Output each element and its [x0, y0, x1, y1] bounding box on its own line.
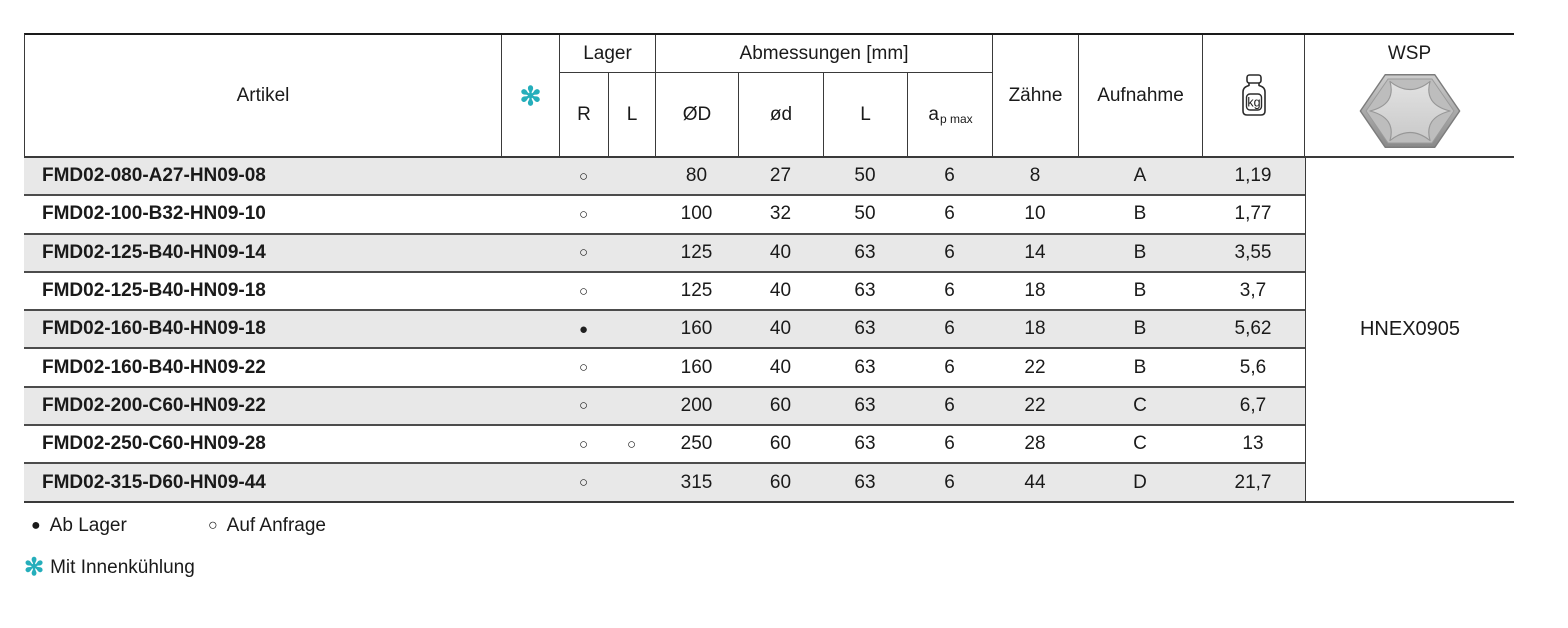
cell-ap: 6	[944, 394, 955, 416]
cell-zaehne: 10	[1024, 203, 1046, 225]
product-table	[24, 33, 1514, 503]
cell-zaehne: 44	[1024, 471, 1046, 493]
stock-l-indicator: ○	[626, 435, 637, 453]
cell-id: 40	[769, 280, 792, 302]
legend-ab-lager-label: Ab Lager	[49, 515, 127, 536]
header-ap-max	[908, 73, 993, 156]
cell-kg: 1,19	[1234, 165, 1272, 187]
stock-r-indicator: ○	[578, 282, 589, 300]
coolant-legend	[24, 556, 195, 580]
kg-weight-icon	[1203, 35, 1305, 156]
cell-length: 63	[854, 356, 876, 378]
cell-artikel: FMD02-200-C60-HN09-22	[42, 394, 266, 416]
cell-length: 50	[854, 203, 876, 225]
cell-kg: 13	[1242, 433, 1264, 455]
stock-r-indicator: ○	[578, 359, 589, 377]
cell-id: 40	[769, 356, 792, 378]
cell-zaehne: 22	[1024, 356, 1046, 378]
cell-ap: 6	[944, 203, 955, 225]
stock-r-indicator: ○	[578, 397, 589, 415]
cell-od: 125	[680, 280, 713, 302]
header-aufnahme: Aufnahme	[1079, 35, 1203, 156]
table-row	[24, 235, 1305, 273]
stock-r-indicator: ○	[578, 205, 589, 223]
coolant-asterisk-icon	[502, 35, 560, 156]
cell-aufnahme: C	[1133, 433, 1147, 455]
cell-aufnahme: D	[1133, 471, 1147, 493]
cell-aufnahme: A	[1133, 165, 1147, 187]
cell-zaehne: 14	[1024, 241, 1046, 263]
stock-r-indicator: ○	[578, 474, 589, 492]
header-lager-r: R	[560, 73, 609, 156]
cell-artikel: FMD02-160-B40-HN09-18	[42, 318, 266, 340]
cell-ap: 6	[944, 356, 955, 378]
cell-kg: 6,7	[1239, 394, 1267, 416]
cell-length: 63	[854, 471, 876, 493]
cell-zaehne: 8	[1029, 165, 1041, 187]
cell-aufnahme: B	[1133, 356, 1147, 378]
cell-artikel: FMD02-080-A27-HN09-08	[42, 165, 266, 187]
cell-ap: 6	[944, 433, 955, 455]
cell-od: 250	[680, 433, 713, 455]
cell-length: 63	[854, 433, 876, 455]
table-row	[24, 273, 1305, 311]
table-row	[24, 196, 1305, 234]
cell-ap: 6	[944, 280, 955, 302]
table-row	[24, 158, 1305, 196]
open-circle-icon: ○	[208, 517, 218, 534]
table-body	[24, 158, 1514, 503]
cell-artikel: FMD02-160-B40-HN09-22	[42, 356, 266, 378]
cell-id: 40	[769, 318, 792, 340]
cell-id: 60	[769, 433, 792, 455]
table-header	[24, 33, 1514, 158]
header-dia-inner: ød	[739, 73, 824, 156]
legend-ab-lager	[31, 515, 127, 537]
stock-r-indicator: ○	[578, 244, 589, 262]
legend-auf-anfrage	[208, 515, 326, 537]
wsp-insert-code: HNEX0905	[1359, 317, 1461, 340]
table-row	[24, 388, 1305, 426]
ap-subscript: p max	[939, 111, 973, 126]
cell-length: 63	[854, 318, 876, 340]
stock-r-indicator: ○	[578, 167, 589, 185]
cell-length: 63	[854, 280, 876, 302]
header-abmessungen-group: Abmessungen [mm]	[656, 35, 993, 73]
legend-auf-anfrage-label: Auf Anfrage	[226, 515, 326, 536]
header-lager-group: Lager	[560, 35, 656, 73]
cell-ap: 6	[944, 471, 955, 493]
cell-id: 60	[769, 471, 792, 493]
cell-zaehne: 18	[1024, 318, 1046, 340]
header-wsp	[1305, 35, 1514, 156]
cell-aufnahme: B	[1133, 203, 1147, 225]
cell-zaehne: 22	[1024, 394, 1046, 416]
cell-zaehne: 28	[1024, 433, 1046, 455]
header-lager-l: L	[609, 73, 656, 156]
cell-ap: 6	[944, 241, 955, 263]
cell-aufnahme: B	[1133, 318, 1147, 340]
cell-od: 200	[680, 394, 713, 416]
cell-od: 160	[680, 356, 713, 378]
cell-kg: 5,6	[1239, 356, 1267, 378]
cell-length: 63	[854, 241, 876, 263]
stock-r-indicator: ●	[578, 320, 589, 338]
cell-length: 63	[854, 394, 876, 416]
cell-id: 27	[769, 165, 792, 187]
table-rows	[24, 158, 1305, 501]
cell-id: 40	[769, 241, 792, 263]
cell-length: 50	[854, 165, 876, 187]
cell-artikel: FMD02-125-B40-HN09-14	[42, 241, 266, 263]
kg-icon-label: kg	[1246, 95, 1261, 109]
legend-coolant-label: Mit Innenkühlung	[50, 557, 195, 578]
filled-circle-icon: ●	[31, 517, 41, 534]
cell-id: 32	[769, 203, 792, 225]
cell-od: 80	[685, 165, 708, 187]
insert-hexagon-icon	[1358, 69, 1462, 153]
ap-base: a	[928, 103, 939, 125]
header-zaehne: Zähne	[993, 35, 1079, 156]
kg-weight-icon-svg	[1236, 72, 1272, 120]
cell-kg: 3,55	[1234, 241, 1272, 263]
coolant-asterisk-glyph: ✻	[519, 80, 542, 111]
table-row	[24, 426, 1305, 464]
cell-artikel: FMD02-125-B40-HN09-18	[42, 280, 266, 302]
cell-artikel: FMD02-100-B32-HN09-10	[42, 203, 266, 225]
header-dia-outer: ØD	[656, 73, 739, 156]
header-length: L	[824, 73, 908, 156]
cell-ap: 6	[944, 318, 955, 340]
cell-od: 125	[680, 241, 713, 263]
cell-od: 315	[680, 471, 713, 493]
wsp-insert-cell	[1305, 158, 1514, 501]
cell-aufnahme: B	[1133, 241, 1147, 263]
table-row	[24, 349, 1305, 387]
header-artikel: Artikel	[25, 35, 502, 156]
table-row	[24, 464, 1305, 500]
cell-kg: 5,62	[1234, 318, 1272, 340]
cell-artikel: FMD02-315-D60-HN09-44	[42, 471, 266, 493]
cell-aufnahme: B	[1133, 280, 1147, 302]
cell-kg: 1,77	[1234, 203, 1272, 225]
stock-legend	[0, 515, 1568, 545]
wsp-title: WSP	[1387, 43, 1432, 64]
cell-zaehne: 18	[1024, 280, 1046, 302]
coolant-asterisk-icon: ✻	[24, 554, 45, 581]
cell-od: 160	[680, 318, 713, 340]
cell-kg: 21,7	[1234, 471, 1272, 493]
table-row	[24, 311, 1305, 349]
cell-aufnahme: C	[1133, 394, 1147, 416]
cell-artikel: FMD02-250-C60-HN09-28	[42, 433, 266, 455]
stock-r-indicator: ○	[578, 435, 589, 453]
cell-od: 100	[680, 203, 713, 225]
cell-kg: 3,7	[1239, 280, 1267, 302]
cell-ap: 6	[944, 165, 955, 187]
cell-id: 60	[769, 394, 792, 416]
